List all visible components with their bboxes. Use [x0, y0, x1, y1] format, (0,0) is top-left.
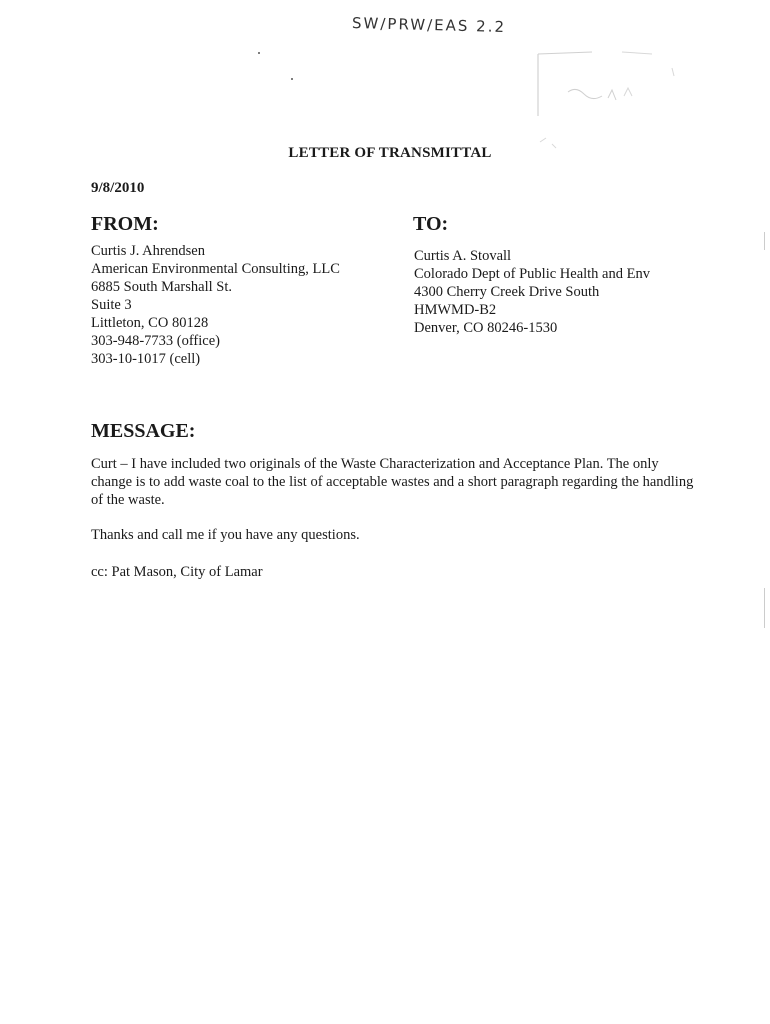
recipient-organization: Colorado Dept of Public Health and Env [414, 266, 650, 282]
sender-name: Curtis J. Ahrendsen [91, 243, 205, 259]
sender-cell-phone: 303-10-1017 (cell) [91, 351, 201, 367]
recipient-name: Curtis A. Stovall [414, 248, 512, 264]
scan-speck [258, 52, 260, 54]
letter-date: 9/8/2010 [91, 180, 145, 196]
recipient-address-block [414, 247, 650, 337]
message-closing-line: Thanks and call me if you have any questions. [91, 527, 360, 543]
scan-edge-mark [764, 232, 765, 250]
sender-city: Littleton, CO 80128 [91, 315, 209, 331]
cc-line: cc: Pat Mason, City of Lamar [91, 564, 263, 580]
faded-received-stamp [532, 46, 682, 156]
scan-edge-mark [764, 588, 765, 628]
recipient-street: 4300 Cherry Creek Drive South [414, 284, 600, 300]
sender-office-phone: 303-948-7733 (office) [91, 333, 220, 349]
recipient-city: Denver, CO 80246-1530 [414, 320, 558, 336]
scan-speck [291, 78, 293, 80]
handwritten-file-note: SW/PRW/EAS 2.2 [351, 13, 507, 37]
to-heading: TO: [413, 213, 449, 235]
sender-company: American Environmental Consulting, LLC [91, 261, 340, 277]
message-heading: MESSAGE: [91, 420, 196, 442]
sender-suite: Suite 3 [91, 297, 132, 313]
sender-address-block [91, 242, 340, 368]
document-title: LETTER OF TRANSMITTAL [288, 145, 492, 161]
from-heading: FROM: [91, 213, 159, 235]
recipient-mail-code: HMWMD-B2 [414, 302, 497, 318]
sender-street: 6885 South Marshall St. [91, 279, 232, 295]
message-body-paragraph: Curt – I have included two originals of the Waste Characterization and Acceptance Plan. The only change is to add waste coal to the list of acceptable wastes and a short paragraph regarding the handling of the waste. [91, 456, 694, 508]
